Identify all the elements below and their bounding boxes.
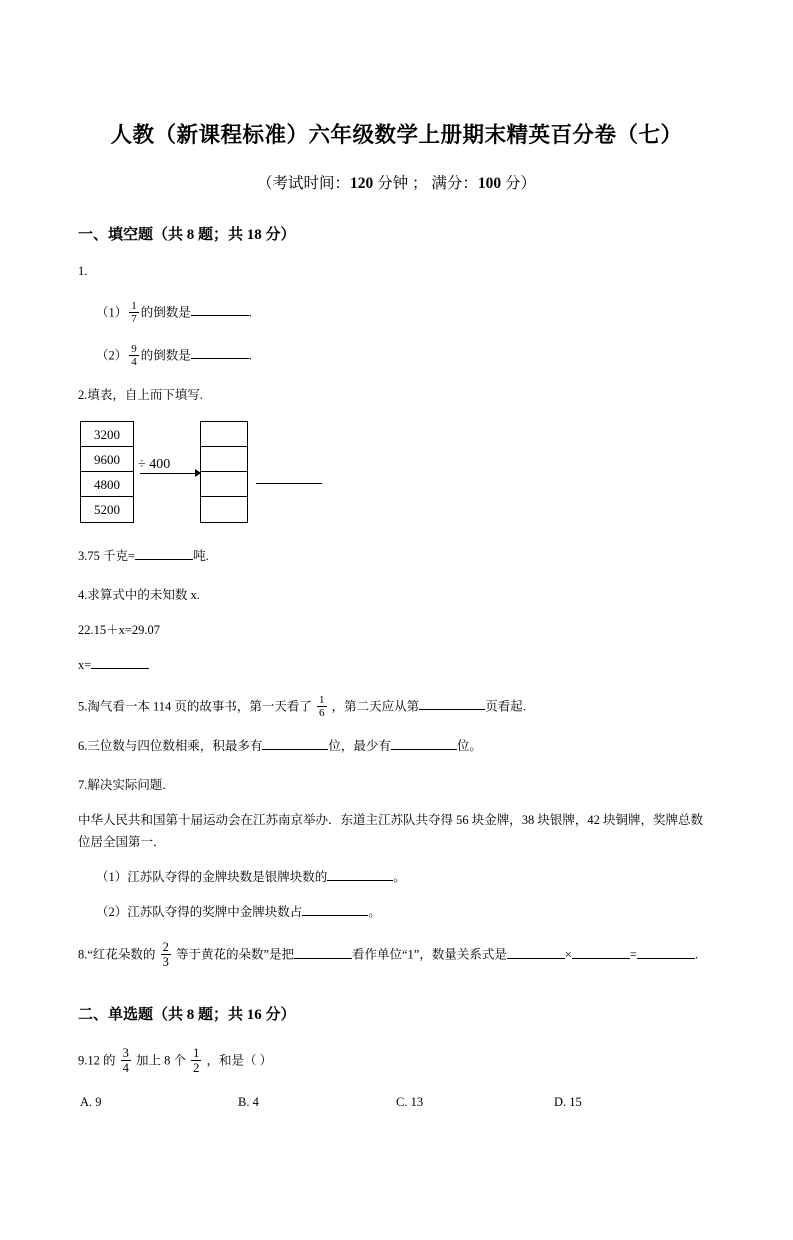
question-7-sub-2 (96, 902, 715, 924)
question-1-sub-2 (96, 343, 715, 369)
q1-sub1-text: 的倒数是 (140, 305, 191, 320)
question-3 (78, 546, 715, 568)
input-number-column (80, 421, 134, 523)
choice-option-a[interactable]: A. 9 (80, 1095, 102, 1110)
choice-option-b[interactable]: B. 4 (238, 1095, 259, 1110)
question-1-number: 1. (78, 264, 88, 278)
choice-option-d[interactable]: D. 15 (554, 1095, 582, 1110)
division-operator: ÷ (138, 457, 146, 472)
q7-sub1-suffix: 。 (393, 869, 406, 884)
q4-answer-label: x= (78, 657, 92, 672)
q7-sub2-prefix: （2）江苏队夺得的奖牌中金牌块数占 (96, 904, 303, 919)
table-cell-empty[interactable] (201, 497, 247, 522)
answer-blank[interactable] (262, 738, 328, 750)
page-title: 人教（新课程标准）六年级数学上册期末精英百分卷（七） (110, 123, 683, 147)
output-answer-column[interactable] (200, 421, 248, 523)
fraction-numerator: 2 (162, 940, 169, 955)
fraction-denominator: 4 (131, 355, 137, 368)
fraction-numerator: 1 (131, 299, 137, 312)
fraction-9-4 (129, 343, 139, 369)
exam-info (78, 171, 715, 193)
question-9 (78, 1046, 715, 1075)
fraction-denominator: 4 (122, 1061, 129, 1076)
q8-part5: = (629, 947, 637, 962)
q9-part2: 加上 8 个 (132, 1053, 190, 1068)
table-cell-empty[interactable] (201, 447, 247, 472)
question-9-choices (78, 1095, 715, 1110)
answer-underline (256, 483, 322, 484)
answer-blank[interactable] (637, 947, 695, 959)
q1-sub2-prefix: （2） (96, 347, 128, 362)
q7-sub1-prefix: （1）江苏队夺得的金牌块数是银牌块数的 (96, 869, 328, 884)
answer-blank[interactable] (191, 304, 249, 316)
fraction-1-2 (191, 1046, 201, 1075)
question-7-body: 中华人民共和国第十届运动会在江苏南京举办．东道主江苏队共夺得 56 块金牌，38 块银牌，42 块铜牌，奖牌总数位居全国第一． (78, 812, 704, 849)
fraction-numerator: 9 (131, 342, 137, 355)
question-8 (78, 940, 715, 969)
q6-part3: 位。 (456, 739, 482, 754)
question-2-figure (80, 421, 715, 529)
answer-blank[interactable] (419, 698, 485, 710)
question-4-answer (78, 655, 715, 677)
q6-part1: 6.三位数与四位数相乘，积最多有 (78, 739, 263, 754)
q8-part3: 看作单位“1”，数量关系式是 (352, 947, 507, 962)
division-operation-label (138, 457, 170, 473)
q6-part2: 位，最少有 (328, 739, 391, 754)
fraction-1-7 (129, 300, 139, 326)
choice-option-c[interactable]: C. 13 (396, 1095, 424, 1110)
q5-part1: 5.淘气看一本 114 页的故事书，第一天看了 (78, 698, 316, 713)
answer-blank[interactable] (391, 738, 457, 750)
table-cell-empty[interactable] (201, 472, 247, 497)
fraction-denominator: 6 (319, 706, 325, 719)
q1-sub2-text: 的倒数是 (140, 347, 191, 362)
q9-part3: ，和是（ ） (203, 1053, 273, 1068)
fraction-denominator: 3 (162, 955, 169, 970)
exam-time: 120 (349, 175, 374, 192)
section-heading-multiple-choice: 二、单选题（共 8 题；共 16 分） (78, 1007, 296, 1024)
answer-blank[interactable] (191, 347, 249, 359)
q7-sub2-suffix: 。 (368, 904, 381, 919)
q3-suffix: 吨. (193, 549, 209, 563)
fraction-1-6 (317, 694, 327, 720)
exam-score: 100 (477, 175, 502, 192)
answer-blank[interactable] (135, 548, 193, 560)
arrow-shaft (140, 473, 198, 474)
q8-part1: 8.“红花朵数的 (78, 947, 159, 962)
fraction-numerator: 3 (122, 1046, 129, 1061)
table-cell: 4800 (81, 472, 133, 497)
question-7-title: 7.解决实际问题. (78, 778, 166, 792)
q5-part3: 页看起. (485, 698, 526, 713)
question-7-sub-1 (96, 867, 715, 889)
q8-part4: × (564, 947, 572, 962)
answer-blank[interactable] (91, 657, 149, 669)
q1-sub1-prefix: （1） (96, 305, 128, 320)
q8-part6: . (694, 947, 699, 962)
question-1-sub-1 (96, 300, 715, 326)
table-cell-empty[interactable] (201, 422, 247, 447)
answer-blank[interactable] (327, 869, 393, 881)
fraction-3-4 (121, 1046, 131, 1075)
question-2-text: 2.填表，自上而下填写. (78, 388, 204, 403)
q8-part2: 等于黄花的朵数”是把 (172, 947, 294, 962)
fraction-2-3 (161, 940, 171, 969)
answer-blank[interactable] (572, 947, 630, 959)
table-cell: 5200 (94, 502, 120, 517)
table-cell: 9600 (81, 447, 133, 472)
table-cell: 3200 (81, 422, 133, 447)
question-6 (78, 736, 715, 758)
exam-info-prefix: （考试时间： (256, 175, 350, 192)
exam-page (0, 118, 793, 1240)
section-heading-fill-blank: 一、填空题（共 8 题；共 18 分） (78, 227, 296, 243)
question-4-text: 4.求算式中的未知数 x. (78, 587, 200, 602)
q1-sub2-end: . (248, 347, 252, 362)
q3-prefix: 3.75 千克= (78, 549, 136, 563)
answer-blank[interactable] (294, 947, 352, 959)
fraction-numerator: 1 (319, 693, 325, 706)
exam-info-mid: 分钟 ； 满分： (373, 175, 478, 192)
answer-blank[interactable] (302, 904, 368, 916)
divisor-value: 400 (149, 457, 171, 472)
question-5 (78, 694, 715, 720)
fraction-numerator: 1 (193, 1046, 200, 1061)
q9-part1: 9.12 的 (78, 1053, 119, 1068)
question-4-equation: 22.15＋x=29.07 (78, 622, 161, 637)
answer-blank[interactable] (507, 947, 565, 959)
exam-info-suffix: 分） (501, 175, 537, 192)
q5-part2: ，第二天应从第 (328, 698, 420, 713)
fraction-denominator: 7 (131, 313, 137, 326)
q1-sub1-end: . (248, 305, 252, 320)
fraction-denominator: 2 (193, 1061, 200, 1076)
